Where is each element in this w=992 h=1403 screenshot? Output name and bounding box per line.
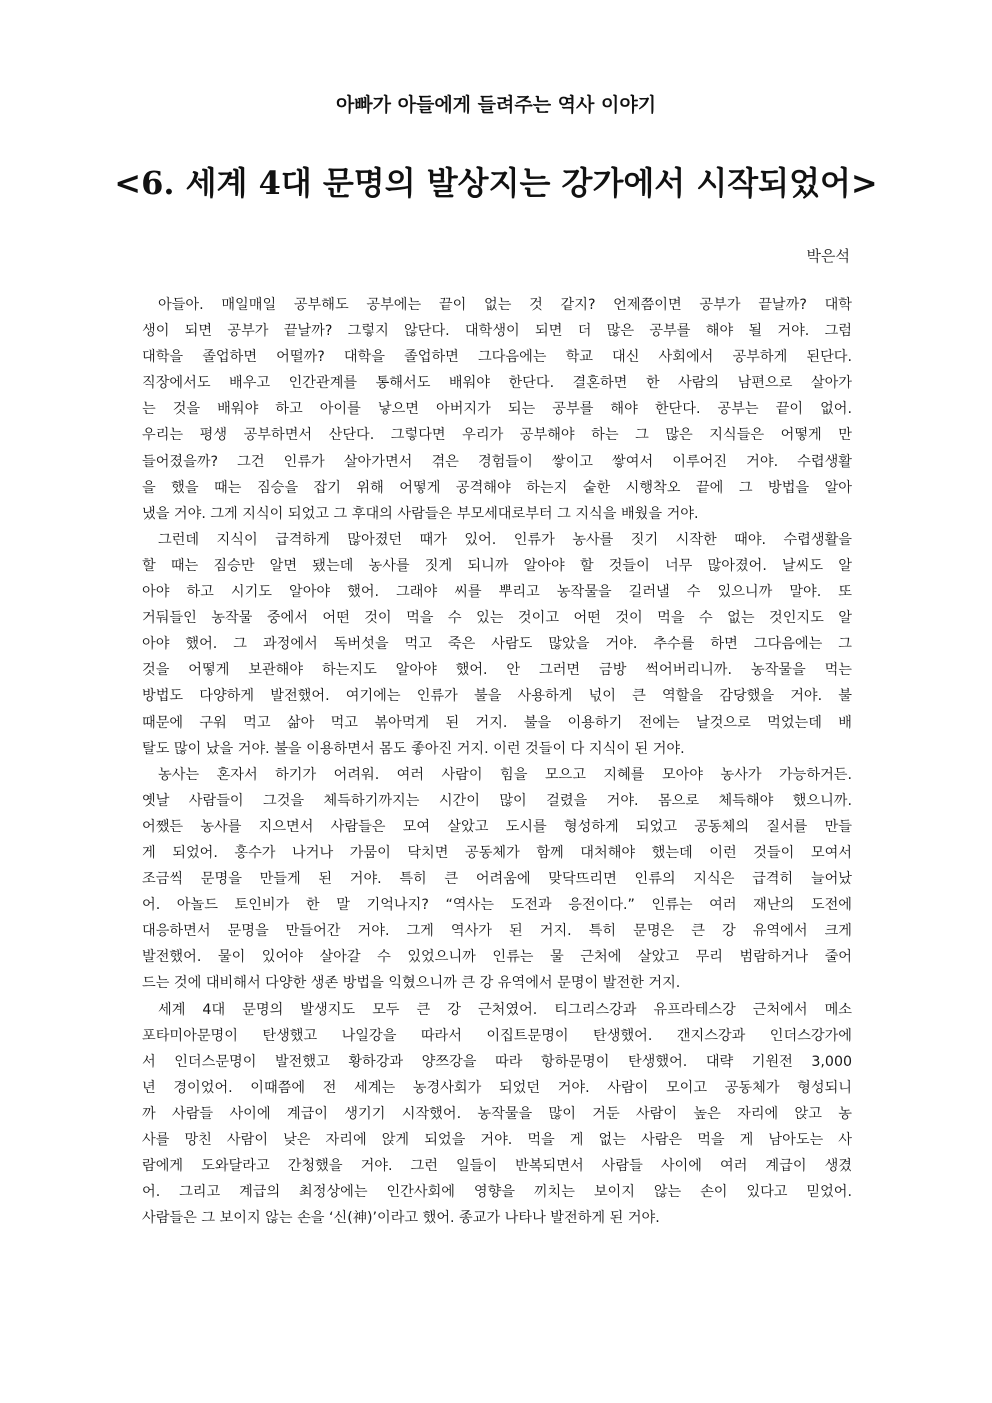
text-line: 방법도 다양하게 발전했어. 여기에는 인류가 불을 사용하게 넋이 큰 역할을 감당했을 거야. 불 (142, 688, 852, 705)
text-line: 것을 어떻게 보관해야 하는지도 알아야 했어. 안 그러면 금방 썩어버리니까. 농작물을 먹는 (142, 662, 852, 679)
paragraph-3 (142, 762, 852, 997)
text-line: 대학을 졸업하면 어떨까? 대학을 졸업하면 그다음에는 학교 대신 사회에서 공부하게 된단다. (142, 349, 852, 366)
paragraph-4 (142, 997, 852, 1232)
text-line: 을 했을 때는 짐승을 잡기 위해 어떻게 공격해야 하는지 숱한 시행착오 끝에 그 방법을 알아 (142, 479, 852, 496)
text-line: 생이 되면 공부가 끝날까? 그렇지 않단다. 대학생이 되면 더 많은 공부를 해야 될 거야. 그럼 (142, 323, 852, 340)
text-line: 농사는 혼자서 하기가 어려워. 여러 사람이 힘을 모으고 지혜를 모아야 농사가 가능하거든. (158, 766, 852, 783)
text-line: 는 것을 배워야 하고 아이를 낳으면 아버지가 되는 공부를 해야 한단다. 공부는 끝이 없어. (142, 401, 852, 418)
text-line: 어. 아놀드 토인비가 한 말 기억나지? “역사는 도전과 응전이다.” 인류는 여러 재난의 도전에 (142, 897, 852, 914)
body-text (142, 292, 852, 1231)
text-line: 어쨌든 농사를 지으면서 사람들은 모여 살았고 도시를 형성하게 되었고 공동체의 질서를 만들 (142, 818, 852, 835)
text-line: 람에게 도와달라고 간청했을 거야. 그런 일들이 반복되면서 사람들 사이에 여러 계급이 생겼 (142, 1158, 852, 1175)
text-line: 게 되었어. 홍수가 나거나 가뭄이 닥치면 공동체가 함께 대처해야 했는데 이런 것들이 모여서 (142, 844, 852, 861)
text-line: 포타미아문명이 탄생했고 나일강을 따라서 이집트문명이 탄생했어. 갠지스강과 인더스강가에 (142, 1027, 852, 1044)
text-line: 거둬들인 농작물 중에서 어떤 것이 먹을 수 있는 것이고 어떤 것이 먹을 수 없는 것인지도 알 (142, 610, 852, 627)
text-line: 아야 하고 시기도 알아야 했어. 그래야 씨를 뿌리고 농작물을 길러낼 수 있으니까 말야. 또 (142, 584, 852, 601)
text-line: 냈을 거야. 그게 지식이 되었고 그 후대의 사람들은 부모세대로부터 그 지식을 배웠을 거야. (142, 505, 699, 522)
text-line: 그런데 지식이 급격하게 많아졌던 때가 있어. 인류가 농사를 짓기 시작한 때야. 수렵생활을 (158, 531, 852, 548)
text-line: 발전했어. 물이 있어야 살아갈 수 있었으니까 인류는 물 근처에 살았고 무리 범람하거나 줄어 (142, 949, 852, 966)
text-line: 탈도 많이 났을 거야. 불을 이용하면서 몸도 좋아진 거지. 이런 것들이 다 지식이 된 거야. (142, 740, 685, 757)
text-line: 조금씩 문명을 만들게 된 거야. 특히 큰 어려움에 맞닥뜨리면 인류의 지식은 급격히 늘어났 (142, 871, 852, 888)
text-line: 어. 그리고 계급의 최정상에는 인간사회에 영향을 끼치는 보이지 않는 손이 있다고 믿었어. (142, 1184, 852, 1201)
paragraph-1 (142, 292, 852, 527)
text-line: 세계 4대 문명의 발생지도 모두 큰 강 근처였어. 티그리스강과 유프라테스강 근처에서 메소 (158, 1001, 853, 1018)
chapter-title: <6. 세계 4대 문명의 발상지는 강가에서 시작되었어> (114, 164, 878, 202)
text-line: 서 인더스문명이 발전했고 황하강과 양쯔강을 따라 항하문명이 탄생했어. 대략 기원전 3,000 (142, 1053, 852, 1070)
text-line: 아야 했어. 그 과정에서 독버섯을 먹고 죽은 사람도 많았을 거야. 추수를 하면 그다음에는 그 (142, 636, 852, 653)
text-line: 아들아. 매일매일 공부해도 공부에는 끝이 없는 것 같지? 언제쯤이면 공부가 끝날까? 대학 (158, 297, 852, 313)
text-line: 까 사람들 사이에 계급이 생기기 시작했어. 농작물을 많이 거둔 사람이 높은 자리에 앉고 농 (142, 1105, 852, 1122)
text-line: 사람들은 그 보이지 않는 손을 ‘신(神)’이라고 했어. 종교가 나타나 발전하게 된 거야. (142, 1210, 660, 1227)
text-line: 사를 망친 사람이 낮은 자리에 앉게 되었을 거야. 먹을 게 없는 사람은 먹을 게 남아도는 사 (142, 1132, 852, 1148)
text-line: 직장에서도 배우고 인간관계를 통해서도 배워야 한단다. 결혼하면 한 사람의 남편으로 살아가 (142, 375, 852, 392)
text-line: 드는 것에 대비해서 다양한 생존 방법을 익혔으니까 큰 강 유역에서 문명이 발전한 거지. (142, 975, 681, 992)
text-line: 년 경이었어. 이때쯤에 전 세계는 농경사회가 되었던 거야. 사람이 모이고 공동체가 형성되니 (142, 1079, 852, 1096)
author-name: 박은석 (806, 247, 850, 265)
text-line: 옛날 사람들이 그것을 체득하기까지는 시간이 많이 걸렸을 거야. 몸으로 체득해야 했으니까. (142, 792, 852, 809)
text-line: 대응하면서 문명을 만들어간 거야. 그게 역사가 된 거지. 특히 문명은 큰 강 유역에서 크게 (142, 923, 852, 940)
paragraph-2 (142, 527, 852, 762)
text-line: 때문에 구워 먹고 삶아 먹고 볶아먹게 된 거지. 불을 이용하기 전에는 날것으로 먹었는데 배 (142, 714, 852, 731)
text-line: 들어졌을까? 그건 인류가 살아가면서 겪은 경험들이 쌓이고 쌓여서 이루어진 거야. 수렵생활 (142, 453, 852, 470)
text-line: 할 때는 짐승만 알면 됐는데 농사를 짓게 되니까 알아야 할 것들이 너무 많아졌어. 날씨도 알 (142, 557, 852, 574)
text-line: 우리는 평생 공부하면서 산단다. 그렇다면 우리가 공부해야 하는 그 많은 지식들은 어떻게 만 (142, 427, 852, 444)
series-subtitle: 아빠가 아들에게 들려주는 역사 이야기 (335, 94, 657, 116)
